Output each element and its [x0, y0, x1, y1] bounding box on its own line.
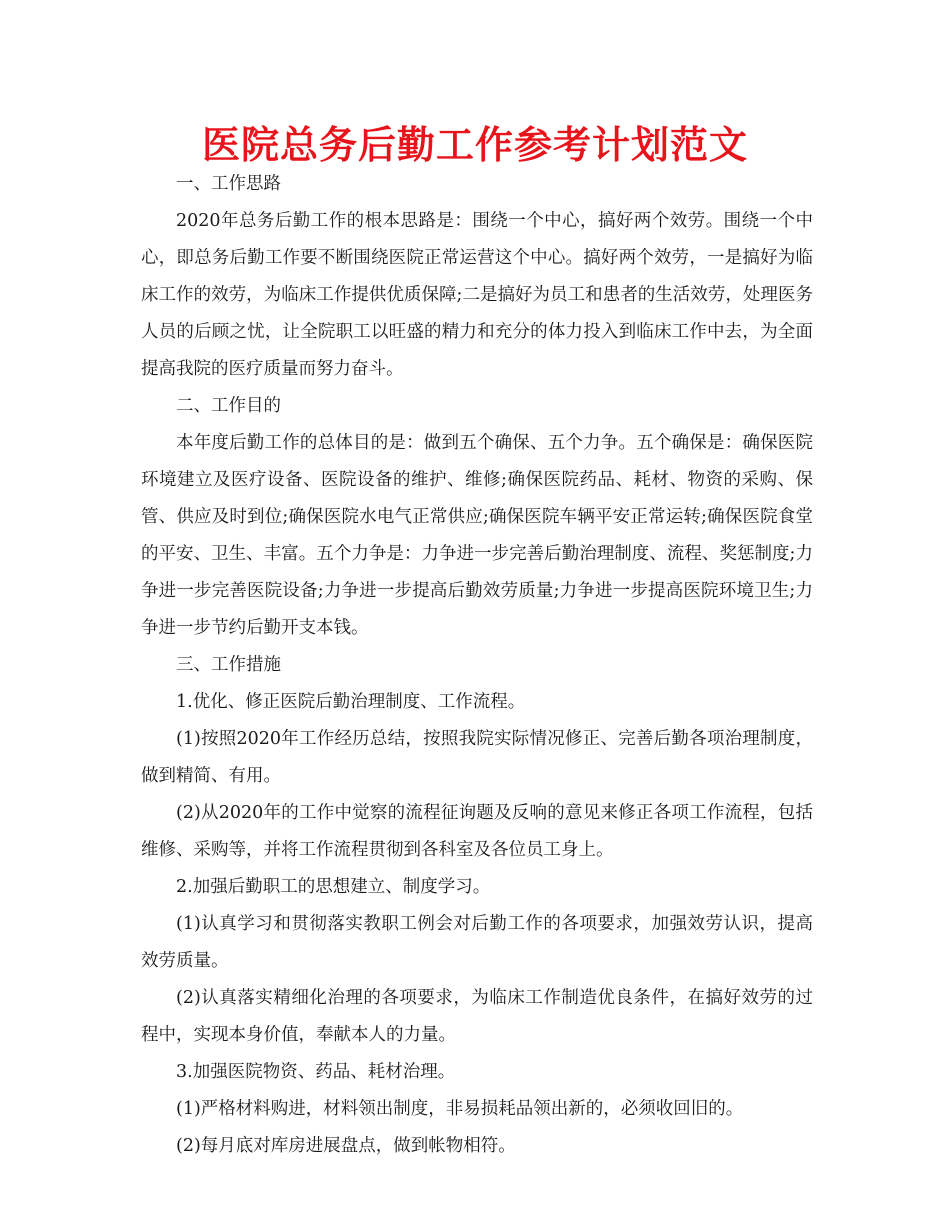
heading-work-approach: 一、工作思路 — [176, 174, 281, 194]
document-body — [141, 166, 813, 1165]
measure-1-heading: 1.优化、修正医院后勤治理制度、工作流程。 — [176, 692, 526, 712]
heading-work-measures: 三、工作措施 — [176, 655, 281, 675]
document-title: 医院总务后勤工作参考计划范文 — [201, 123, 748, 167]
measure-3-item-1: (1)严格材料购进，材料领出制度，非易损耗品领出新的，必须收回旧的。 — [176, 1099, 744, 1119]
measure-1-item-2: (2)从2020年的工作中觉察的流程征询题及反响的意见来修正各项工作流程，包括维修、采购等，并将工作流程贯彻到各科室及各位员工身上。 — [141, 803, 813, 860]
measure-2-heading: 2.加强后勤职工的思想建立、制度学习。 — [176, 877, 491, 897]
paragraph-work-goals: 本年度后勤工作的总体目的是：做到五个确保、五个力争。五个确保是：确保医院环境建立及医疗设备、医院设备的维护、维修;确保医院药品、耗材、物资的采购、保管、供应及时到位;确保医院水电气正常供应;确保医院车辆平安正常运转;确保医院食堂的平安、卫生、丰富。五个力争是：力争进一步完善后勤治理制度、流程、奖惩制度;力争进一步完善医院设备;力争进一步提高后勤效劳质量;力争进一步提高医院环境卫生;力争进一步节约后勤开支本钱。 — [141, 433, 813, 638]
measure-1-item-1: (1)按照2020年工作经历总结，按照我院实际情况修正、完善后勤各项治理制度，做到精简、有用。 — [141, 729, 813, 786]
measure-3-heading: 3.加强医院物资、药品、耗材治理。 — [176, 1062, 456, 1082]
measure-2-item-2: (2)认真落实精细化治理的各项要求，为临床工作制造优良条件，在搞好效劳的过程中，实现本身价值，奉献本人的力量。 — [141, 988, 813, 1045]
measure-2-item-1: (1)认真学习和贯彻落实教职工例会对后勤工作的各项要求，加强效劳认识，提高效劳质量。 — [141, 914, 813, 971]
measure-3-item-2: (2)每月底对库房进展盘点，做到帐物相符。 — [176, 1136, 516, 1156]
paragraph-work-approach: 2020年总务后勤工作的根本思路是：围绕一个中心，搞好两个效劳。围绕一个中心，即总务后勤工作要不断围绕医院正常运营这个中心。搞好两个效劳，一是搞好为临床工作的效劳，为临床工作提供优质保障;二是搞好为员工和患者的生活效劳，处理医务人员的后顾之忧，让全院职工以旺盛的精力和充分的体力投入到临床工作中去，为全面提高我院的医疗质量而努力奋斗。 — [141, 211, 813, 379]
heading-work-goals: 二、工作目的 — [176, 396, 281, 416]
